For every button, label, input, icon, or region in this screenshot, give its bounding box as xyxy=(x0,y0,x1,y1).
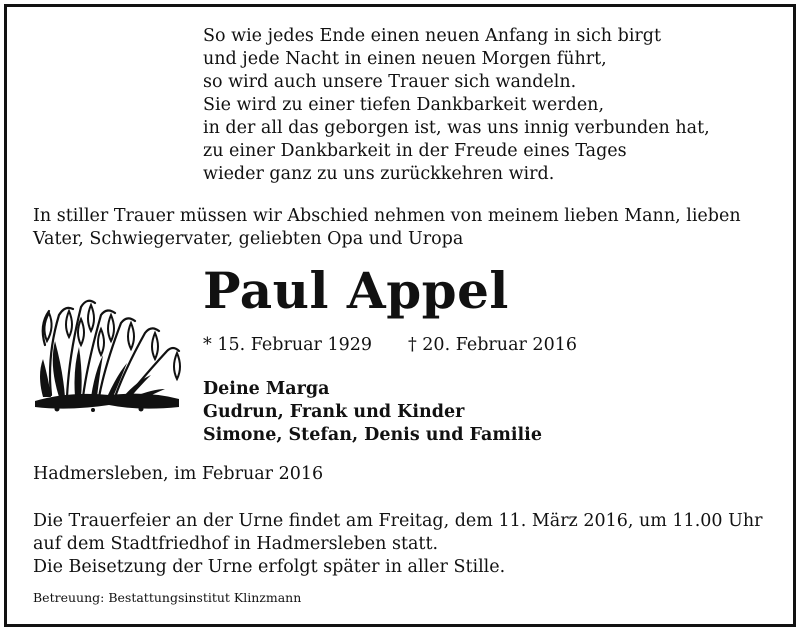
funeral-line: auf dem Stadtfriedhof in Hadmersleben statt. xyxy=(33,534,439,554)
family-signatures xyxy=(203,378,542,447)
deceased-name: Paul Appel xyxy=(203,261,509,320)
poem-line: so wird auch unsere Trauer sich wandeln. xyxy=(203,72,577,92)
family-line: Deine Marga xyxy=(203,379,330,399)
poem-line: in der all das geborgen ist, was uns innig verbunden hat, xyxy=(203,118,710,138)
poem-line: Sie wird zu einer tiefen Dankbarkeit werden, xyxy=(203,95,605,115)
place-date: Hadmersleben, im Februar 2016 xyxy=(33,464,324,484)
death-date: † 20. Februar 2016 xyxy=(407,335,577,355)
funeral-info xyxy=(33,510,762,579)
obituary-frame xyxy=(4,4,796,627)
funeral-home-credit: Betreuung: Bestattungsinstitut Klinzmann xyxy=(33,590,302,605)
funeral-line: Die Beisetzung der Urne erfolgt später in aller Stille. xyxy=(33,557,506,577)
poem-line: und jede Nacht in einen neuen Morgen führt, xyxy=(203,49,607,69)
life-dates xyxy=(203,334,577,357)
funeral-line: Die Trauerfeier an der Urne findet am Freitag, dem 11. März 2016, um 11.00 Uhr xyxy=(33,511,763,531)
poem xyxy=(203,25,710,186)
family-line: Gudrun, Frank und Kinder xyxy=(203,402,465,422)
poem-line: zu einer Dankbarkeit in der Freude eines Tages xyxy=(203,141,627,161)
birth-date: * 15. Februar 1929 xyxy=(203,335,372,355)
intro-text: In stiller Trauer müssen wir Abschied nehmen von meinem lieben Mann, lieben Vater, Schwiegervater, geliebten Opa und Uropa xyxy=(33,206,741,249)
poem-line: wieder ganz zu uns zurückkehren wird. xyxy=(203,164,555,184)
poem-line: So wie jedes Ende einen neuen Anfang in sich birgt xyxy=(203,26,662,46)
snowdrop-flowers-icon xyxy=(29,285,189,415)
family-line: Simone, Stefan, Denis und Familie xyxy=(203,425,542,445)
